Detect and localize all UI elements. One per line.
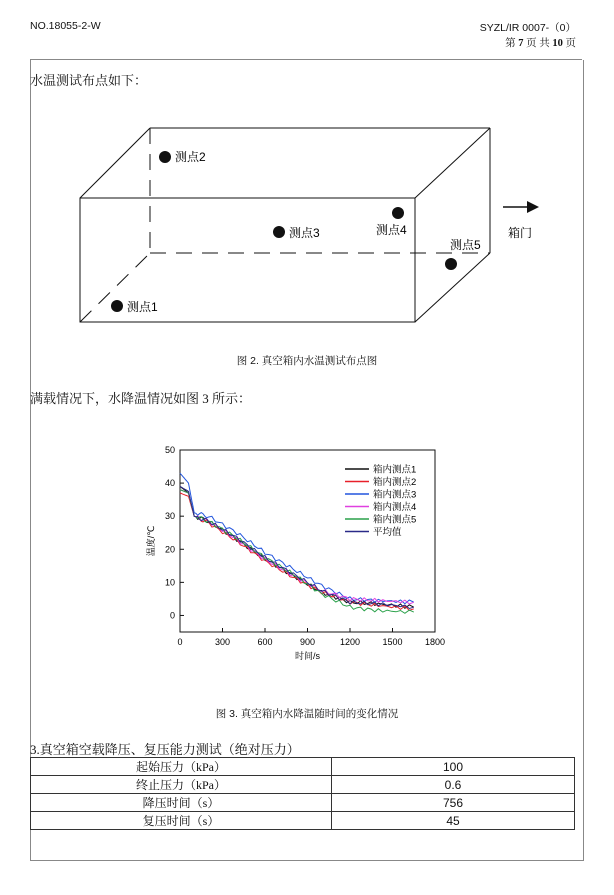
table-cell-value: 45 [332, 812, 575, 830]
legend-entry: 箱内测点1 [373, 464, 417, 476]
y-axis-label: 温度/℃ [146, 525, 156, 557]
table-row [31, 758, 575, 776]
section2-intro: 满载情况下，水降温情况如图 3 所示： [30, 391, 252, 406]
test-point-diagram [75, 120, 555, 330]
y-tick-label: 20 [164, 544, 175, 555]
y-tick-label: 10 [164, 577, 175, 588]
table-cell-label: 降压时间（s） [31, 794, 332, 812]
point-2-marker [159, 151, 171, 163]
y-tick-label: 40 [164, 478, 175, 489]
point-4-marker [392, 207, 404, 219]
table-cell-label: 复压时间（s） [31, 812, 332, 830]
table-row [31, 794, 575, 812]
figure3-caption: 图 3. 真空箱内水降温随时间的变化情况 [215, 708, 399, 720]
x-tick-label: 600 [257, 637, 273, 647]
y-tick-label: 0 [169, 610, 175, 621]
x-tick-label: 1800 [424, 637, 446, 647]
report-number: NO.18055-2-W [30, 20, 101, 32]
point-3 [273, 225, 320, 240]
table-row [31, 812, 575, 830]
pressure-test-table [30, 757, 575, 830]
table-row [31, 776, 575, 794]
legend-entry: 箱内测点5 [373, 514, 417, 526]
box-edge-top-right [415, 128, 490, 198]
section3-heading: 3.真空箱空载降压、复压能力测试（绝对压力） [30, 742, 300, 757]
page-indicator [505, 35, 576, 50]
page-current: 7 [518, 38, 524, 49]
table-cell-label: 起始压力（kPa） [31, 758, 332, 776]
door-label: 箱门 [508, 226, 533, 240]
page-mid: 页 共 [526, 38, 550, 49]
temperature-chart [135, 440, 465, 675]
chart-legend [345, 464, 416, 539]
x-tick-label: 300 [214, 637, 231, 647]
table-cell-value: 0.6 [332, 776, 575, 794]
page-total: 10 [552, 38, 563, 49]
point-3-marker [273, 226, 285, 238]
y-tick-label: 30 [164, 511, 175, 522]
point-1 [111, 299, 158, 314]
x-tick-label: 1500 [382, 637, 403, 647]
point-4 [376, 207, 407, 237]
x-tick-label: 900 [299, 637, 316, 647]
y-tick-label: 50 [164, 445, 175, 455]
page-prefix: 第 [505, 38, 516, 49]
point-5-marker [445, 258, 457, 270]
figure2-caption: 图 2. 真空箱内水温测试布点图 [236, 355, 378, 367]
legend-entry: 箱内测点3 [373, 489, 417, 501]
x-tick-label: 0 [177, 637, 183, 647]
point-1-marker [111, 300, 123, 312]
x-tick-label: 1200 [339, 637, 361, 647]
table-cell-value: 100 [332, 758, 575, 776]
legend-entry: 箱内测点4 [373, 502, 417, 513]
point-2-label: 测点2 [175, 150, 206, 164]
point-1-label: 测点1 [127, 300, 158, 314]
point-4-label: 测点4 [376, 223, 407, 237]
legend-entry: 平均值 [373, 527, 402, 538]
point-5-label: 测点5 [450, 238, 481, 252]
table-cell-value: 756 [332, 794, 575, 812]
section1-intro: 水温测试布点如下： [30, 73, 148, 88]
door-arrow-icon [527, 201, 539, 213]
door-indicator [503, 201, 539, 240]
point-2 [159, 149, 206, 164]
document-code: SYZL/IR 0007-（0） [479, 22, 576, 34]
box-edge-top-left [80, 128, 150, 198]
table-cell-label: 终止压力（kPa） [31, 776, 332, 794]
x-axis-label: 时间/s [294, 651, 321, 661]
legend-entry: 箱内测点2 [373, 477, 417, 488]
point-3-label: 测点3 [289, 226, 320, 240]
page-suffix: 页 [565, 38, 576, 49]
